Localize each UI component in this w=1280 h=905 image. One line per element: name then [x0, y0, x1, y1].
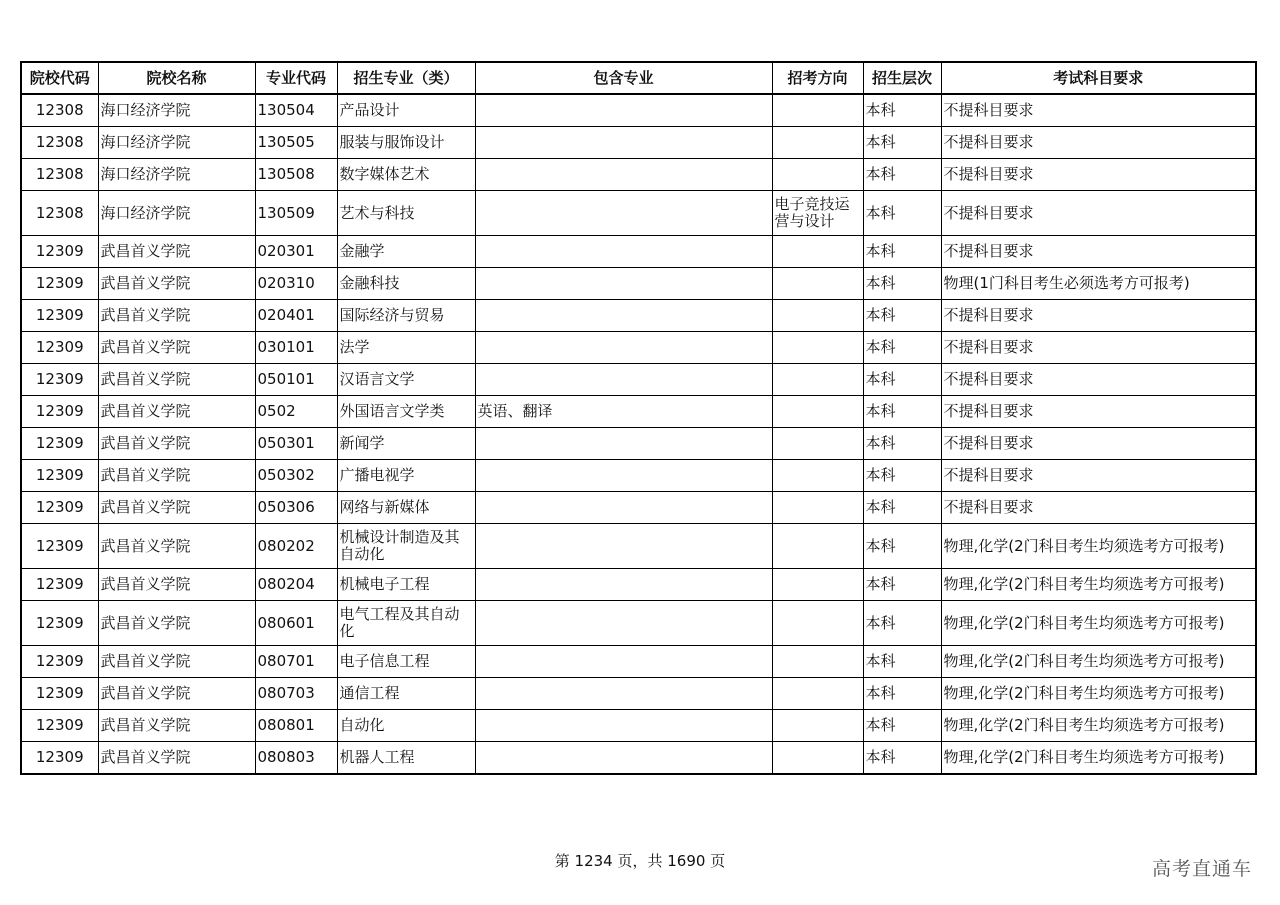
cell-major-code: 080204: [255, 569, 337, 601]
cell-school-code: 12309: [21, 460, 98, 492]
cell-school-code: 12309: [21, 236, 98, 268]
cell-level: 本科: [863, 396, 941, 428]
cell-major-code: 080601: [255, 601, 337, 646]
table-row: [21, 268, 1256, 300]
cell-school-name: 武昌首义学院: [98, 601, 255, 646]
table-row: [21, 742, 1256, 775]
cell-subject-requirements: 物理,化学(2门科目考生均须选考方可报考): [941, 569, 1256, 601]
table-row: [21, 364, 1256, 396]
cell-direction: [772, 428, 863, 460]
cell-included-majors: [475, 236, 772, 268]
cell-level: 本科: [863, 332, 941, 364]
table-row: [21, 191, 1256, 236]
header-school-name: 院校名称: [98, 62, 255, 94]
cell-level: 本科: [863, 268, 941, 300]
cell-major: 金融学: [337, 236, 475, 268]
cell-included-majors: [475, 159, 772, 191]
cell-direction: [772, 710, 863, 742]
admissions-table: [20, 61, 1257, 775]
cell-major: 金融科技: [337, 268, 475, 300]
table-row: [21, 460, 1256, 492]
cell-subject-requirements: 物理,化学(2门科目考生均须选考方可报考): [941, 601, 1256, 646]
cell-school-name: 海口经济学院: [98, 127, 255, 159]
cell-subject-requirements: 不提科目要求: [941, 428, 1256, 460]
cell-level: 本科: [863, 94, 941, 127]
cell-school-name: 武昌首义学院: [98, 678, 255, 710]
cell-school-code: 12308: [21, 191, 98, 236]
cell-school-name: 海口经济学院: [98, 94, 255, 127]
cell-major-code: 080703: [255, 678, 337, 710]
cell-level: 本科: [863, 678, 941, 710]
cell-major-code: 080701: [255, 646, 337, 678]
cell-included-majors: [475, 460, 772, 492]
cell-major: 机器人工程: [337, 742, 475, 775]
cell-major-code: 050101: [255, 364, 337, 396]
cell-major: 广播电视学: [337, 460, 475, 492]
cell-level: 本科: [863, 492, 941, 524]
cell-major: 机械电子工程: [337, 569, 475, 601]
cell-major: 服装与服饰设计: [337, 127, 475, 159]
cell-included-majors: [475, 646, 772, 678]
cell-subject-requirements: 物理,化学(2门科目考生均须选考方可报考): [941, 524, 1256, 569]
cell-school-name: 武昌首义学院: [98, 364, 255, 396]
table-row: [21, 569, 1256, 601]
cell-subject-requirements: 物理,化学(2门科目考生均须选考方可报考): [941, 678, 1256, 710]
cell-direction: [772, 236, 863, 268]
cell-school-code: 12309: [21, 332, 98, 364]
cell-school-name: 武昌首义学院: [98, 492, 255, 524]
table-row: [21, 300, 1256, 332]
cell-school-name: 武昌首义学院: [98, 332, 255, 364]
cell-subject-requirements: 不提科目要求: [941, 300, 1256, 332]
table-header-row: [21, 62, 1256, 94]
cell-school-code: 12309: [21, 300, 98, 332]
cell-level: 本科: [863, 127, 941, 159]
cell-subject-requirements: 物理,化学(2门科目考生均须选考方可报考): [941, 742, 1256, 775]
cell-school-name: 武昌首义学院: [98, 524, 255, 569]
cell-included-majors: [475, 364, 772, 396]
header-direction: 招考方向: [772, 62, 863, 94]
cell-major-code: 130508: [255, 159, 337, 191]
cell-included-majors: [475, 678, 772, 710]
cell-included-majors: [475, 268, 772, 300]
cell-level: 本科: [863, 742, 941, 775]
cell-level: 本科: [863, 646, 941, 678]
header-level: 招生层次: [863, 62, 941, 94]
cell-school-code: 12309: [21, 364, 98, 396]
cell-major-code: 080801: [255, 710, 337, 742]
cell-level: 本科: [863, 569, 941, 601]
cell-included-majors: [475, 332, 772, 364]
table-row: [21, 646, 1256, 678]
cell-included-majors: [475, 710, 772, 742]
header-major: 招生专业（类）: [337, 62, 475, 94]
cell-subject-requirements: 不提科目要求: [941, 492, 1256, 524]
cell-major-code: 020301: [255, 236, 337, 268]
cell-direction: [772, 364, 863, 396]
cell-level: 本科: [863, 236, 941, 268]
cell-school-code: 12308: [21, 94, 98, 127]
cell-major-code: 020401: [255, 300, 337, 332]
table-row: [21, 396, 1256, 428]
cell-school-name: 武昌首义学院: [98, 742, 255, 775]
table-row: [21, 94, 1256, 127]
cell-school-code: 12309: [21, 268, 98, 300]
cell-subject-requirements: 不提科目要求: [941, 94, 1256, 127]
table-row: [21, 159, 1256, 191]
cell-direction: [772, 396, 863, 428]
watermark-text: 高考直通车: [1151, 858, 1252, 880]
cell-subject-requirements: 物理(1门科目考生必须选考方可报考): [941, 268, 1256, 300]
cell-included-majors: 英语、翻译: [475, 396, 772, 428]
cell-direction: [772, 300, 863, 332]
cell-major-code: 080803: [255, 742, 337, 775]
cell-school-code: 12308: [21, 159, 98, 191]
cell-school-code: 12309: [21, 678, 98, 710]
cell-major: 新闻学: [337, 428, 475, 460]
cell-subject-requirements: 不提科目要求: [941, 159, 1256, 191]
cell-major: 数字媒体艺术: [337, 159, 475, 191]
cell-included-majors: [475, 191, 772, 236]
cell-major-code: 130504: [255, 94, 337, 127]
cell-direction: [772, 524, 863, 569]
cell-school-code: 12309: [21, 601, 98, 646]
table-row: [21, 678, 1256, 710]
cell-school-code: 12309: [21, 492, 98, 524]
cell-included-majors: [475, 492, 772, 524]
table-row: [21, 428, 1256, 460]
table-row: [21, 236, 1256, 268]
cell-school-code: 12309: [21, 524, 98, 569]
page-number: 第 1234 页，共 1690 页: [554, 852, 726, 870]
cell-school-code: 12309: [21, 710, 98, 742]
cell-direction: [772, 646, 863, 678]
cell-level: 本科: [863, 191, 941, 236]
cell-major-code: 020310: [255, 268, 337, 300]
cell-subject-requirements: 不提科目要求: [941, 127, 1256, 159]
cell-included-majors: [475, 300, 772, 332]
cell-school-name: 武昌首义学院: [98, 710, 255, 742]
cell-level: 本科: [863, 159, 941, 191]
cell-direction: 电子竞技运营与设计: [772, 191, 863, 236]
cell-included-majors: [475, 742, 772, 775]
cell-subject-requirements: 不提科目要求: [941, 364, 1256, 396]
table-body: [21, 94, 1256, 774]
cell-subject-requirements: 不提科目要求: [941, 396, 1256, 428]
cell-major-code: 130509: [255, 191, 337, 236]
cell-major: 艺术与科技: [337, 191, 475, 236]
table-row: [21, 601, 1256, 646]
cell-major-code: 050306: [255, 492, 337, 524]
cell-major-code: 080202: [255, 524, 337, 569]
cell-level: 本科: [863, 460, 941, 492]
cell-direction: [772, 460, 863, 492]
cell-major: 电气工程及其自动化: [337, 601, 475, 646]
cell-direction: [772, 742, 863, 775]
table-row: [21, 710, 1256, 742]
cell-school-name: 武昌首义学院: [98, 236, 255, 268]
cell-direction: [772, 601, 863, 646]
cell-school-code: 12308: [21, 127, 98, 159]
cell-major: 电子信息工程: [337, 646, 475, 678]
table-row: [21, 492, 1256, 524]
cell-subject-requirements: 不提科目要求: [941, 236, 1256, 268]
cell-level: 本科: [863, 428, 941, 460]
table-row: [21, 127, 1256, 159]
cell-level: 本科: [863, 710, 941, 742]
cell-direction: [772, 159, 863, 191]
cell-school-code: 12309: [21, 396, 98, 428]
cell-major: 自动化: [337, 710, 475, 742]
cell-direction: [772, 678, 863, 710]
table-row: [21, 524, 1256, 569]
cell-included-majors: [475, 569, 772, 601]
cell-school-name: 武昌首义学院: [98, 396, 255, 428]
cell-subject-requirements: 不提科目要求: [941, 191, 1256, 236]
cell-school-code: 12309: [21, 742, 98, 775]
cell-direction: [772, 268, 863, 300]
cell-level: 本科: [863, 364, 941, 396]
cell-school-name: 武昌首义学院: [98, 268, 255, 300]
header-included-majors: 包含专业: [475, 62, 772, 94]
cell-school-name: 武昌首义学院: [98, 300, 255, 332]
cell-major-code: 130505: [255, 127, 337, 159]
cell-school-name: 武昌首义学院: [98, 569, 255, 601]
header-major-code: 专业代码: [255, 62, 337, 94]
cell-direction: [772, 94, 863, 127]
cell-major: 法学: [337, 332, 475, 364]
cell-school-name: 海口经济学院: [98, 191, 255, 236]
cell-major-code: 030101: [255, 332, 337, 364]
cell-major: 通信工程: [337, 678, 475, 710]
cell-major: 机械设计制造及其自动化: [337, 524, 475, 569]
cell-major: 国际经济与贸易: [337, 300, 475, 332]
header-subject-requirements: 考试科目要求: [941, 62, 1256, 94]
cell-direction: [772, 569, 863, 601]
cell-included-majors: [475, 127, 772, 159]
cell-subject-requirements: 物理,化学(2门科目考生均须选考方可报考): [941, 710, 1256, 742]
cell-level: 本科: [863, 601, 941, 646]
cell-included-majors: [475, 428, 772, 460]
cell-school-name: 武昌首义学院: [98, 460, 255, 492]
cell-subject-requirements: 物理,化学(2门科目考生均须选考方可报考): [941, 646, 1256, 678]
cell-major: 产品设计: [337, 94, 475, 127]
cell-school-code: 12309: [21, 428, 98, 460]
cell-level: 本科: [863, 524, 941, 569]
cell-school-name: 武昌首义学院: [98, 646, 255, 678]
cell-direction: [772, 332, 863, 364]
cell-major: 外国语言文学类: [337, 396, 475, 428]
cell-major-code: 050302: [255, 460, 337, 492]
cell-included-majors: [475, 94, 772, 127]
cell-major: 汉语言文学: [337, 364, 475, 396]
table-row: [21, 332, 1256, 364]
cell-subject-requirements: 不提科目要求: [941, 460, 1256, 492]
header-school-code: 院校代码: [21, 62, 98, 94]
cell-school-code: 12309: [21, 569, 98, 601]
cell-level: 本科: [863, 300, 941, 332]
cell-included-majors: [475, 524, 772, 569]
cell-school-name: 武昌首义学院: [98, 428, 255, 460]
cell-school-name: 海口经济学院: [98, 159, 255, 191]
cell-school-code: 12309: [21, 646, 98, 678]
cell-major-code: 050301: [255, 428, 337, 460]
cell-direction: [772, 492, 863, 524]
cell-subject-requirements: 不提科目要求: [941, 332, 1256, 364]
cell-direction: [772, 127, 863, 159]
cell-included-majors: [475, 601, 772, 646]
cell-major-code: 0502: [255, 396, 337, 428]
cell-major: 网络与新媒体: [337, 492, 475, 524]
